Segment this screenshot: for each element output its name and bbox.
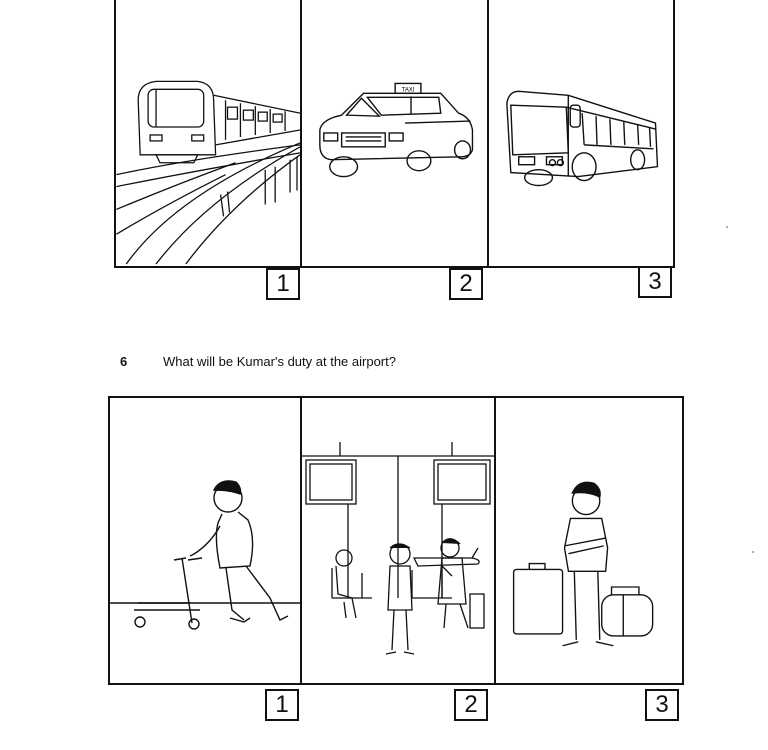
- bus-illustration: [489, 0, 673, 266]
- question-text: What will be Kumar's duty at the airport?: [163, 354, 396, 369]
- taxi-roof-sign: TAXI: [401, 87, 415, 94]
- option-number-box[interactable]: [449, 268, 483, 300]
- option-panel-train[interactable]: [116, 0, 302, 266]
- option-number-box[interactable]: [645, 689, 679, 721]
- option-panel-taxi[interactable]: [302, 0, 488, 266]
- boy-luggage-illustration: [496, 398, 682, 683]
- duty-options-row: [108, 396, 684, 685]
- option-number: 2: [464, 691, 478, 718]
- option-number-box[interactable]: [266, 268, 300, 300]
- option-number-box[interactable]: [265, 689, 299, 721]
- scan-speck: [726, 226, 728, 228]
- option-panel-trolley[interactable]: [110, 398, 302, 683]
- airport-waiting-illustration: [302, 398, 494, 683]
- option-panel-luggage[interactable]: [496, 398, 682, 683]
- option-number: 1: [275, 691, 289, 718]
- option-number-box[interactable]: [454, 689, 488, 721]
- option-number: 1: [276, 270, 290, 297]
- boy-trolley-illustration: [110, 398, 300, 683]
- train-illustration: [116, 0, 300, 266]
- option-number: 3: [648, 268, 662, 295]
- scan-speck: [752, 551, 754, 553]
- option-number: 3: [655, 691, 669, 718]
- option-panel-waiting-area[interactable]: [302, 398, 496, 683]
- question-number: 6: [120, 354, 128, 369]
- transport-options-row: [114, 0, 675, 268]
- taxi-illustration: [302, 0, 486, 266]
- option-number-box[interactable]: [638, 266, 672, 298]
- option-number: 2: [459, 270, 473, 297]
- option-panel-bus[interactable]: [489, 0, 673, 266]
